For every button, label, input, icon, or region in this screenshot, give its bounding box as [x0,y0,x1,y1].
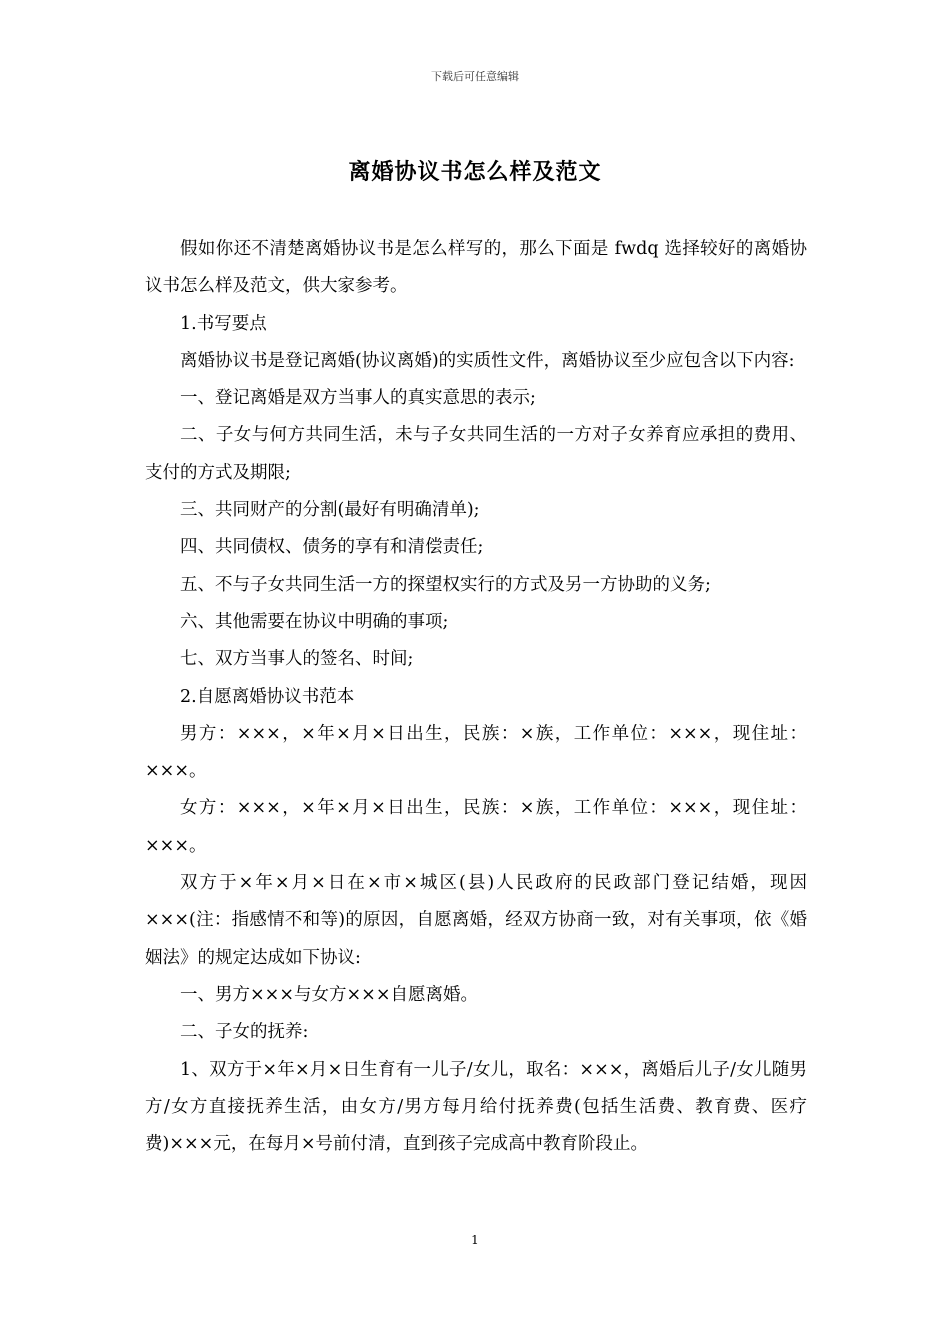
list-item-5: 五、不与子女共同生活一方的探望权实行的方式及另一方协助的义务; [180,574,711,595]
header-note: 下载后可任意编辑 [431,70,519,83]
list-item-7: 七、双方当事人的签名、时间; [180,649,414,670]
paragraph-heading-writing-points: 1.书写要点 [180,313,267,334]
list-item-6: 六、其他需要在协议中明确的事项; [180,611,449,632]
paragraph-definition: 离婚协议书是登记离婚(协议离婚)的实质性文件，离婚协议至少应包含以下内容: [180,350,795,371]
paragraph-female-party: 女方：×××，×年×月×日出生，民族：×族，工作单位：×××，现住址：×××。 [145,798,807,856]
clause-2: 二、子女的抚养: [180,1022,309,1043]
list-item-1: 一、登记离婚是双方当事人的真实意思的表示; [180,388,536,409]
paragraph-marriage-statement: 双方于×年×月×日在×市×城区(县)人民政府的民政部门登记结婚，现因×××(注：指感情不和等)的原因，自愿离婚，经双方协商一致，对有关事项，依《婚姻法》的规定达成如下协议: [145,873,807,968]
clause-2-item-1: 1、双方于×年×月×日生育有一儿子/女儿，取名：×××，离婚后儿子/女儿随男方/女方直接抚养生活，由女方/男方每月给付抚养费(包括生活费、教育费、医疗费)×××元，在每月×号前付清，直到孩子完成高中教育阶段止。 [145,1059,807,1155]
clause-1: 一、男方×××与女方×××自愿离婚。 [180,984,478,1005]
list-item-4: 四、共同债权、债务的享有和清偿责任; [180,537,484,558]
paragraph-male-party: 男方：×××，×年×月×日出生，民族：×族，工作单位：×××，现住址：×××。 [145,723,807,782]
page-number: 1 [471,1233,479,1247]
list-item-2: 二、子女与何方共同生活，未与子女共同生活的一方对子女养育应承担的费用、支付的方式及期限; [145,425,807,483]
document-body [145,231,807,1163]
paragraph-intro: 假如你还不清楚离婚协议书是怎么样写的，那么下面是 fwdq 选择较好的离婚协议书怎么样及范文，供大家参考。 [145,239,807,297]
list-item-3: 三、共同财产的分割(最好有明确清单); [180,500,480,521]
paragraph-heading-template: 2.自愿离婚协议书范本 [180,686,355,707]
document-title: 离婚协议书怎么样及范文 [348,159,602,185]
